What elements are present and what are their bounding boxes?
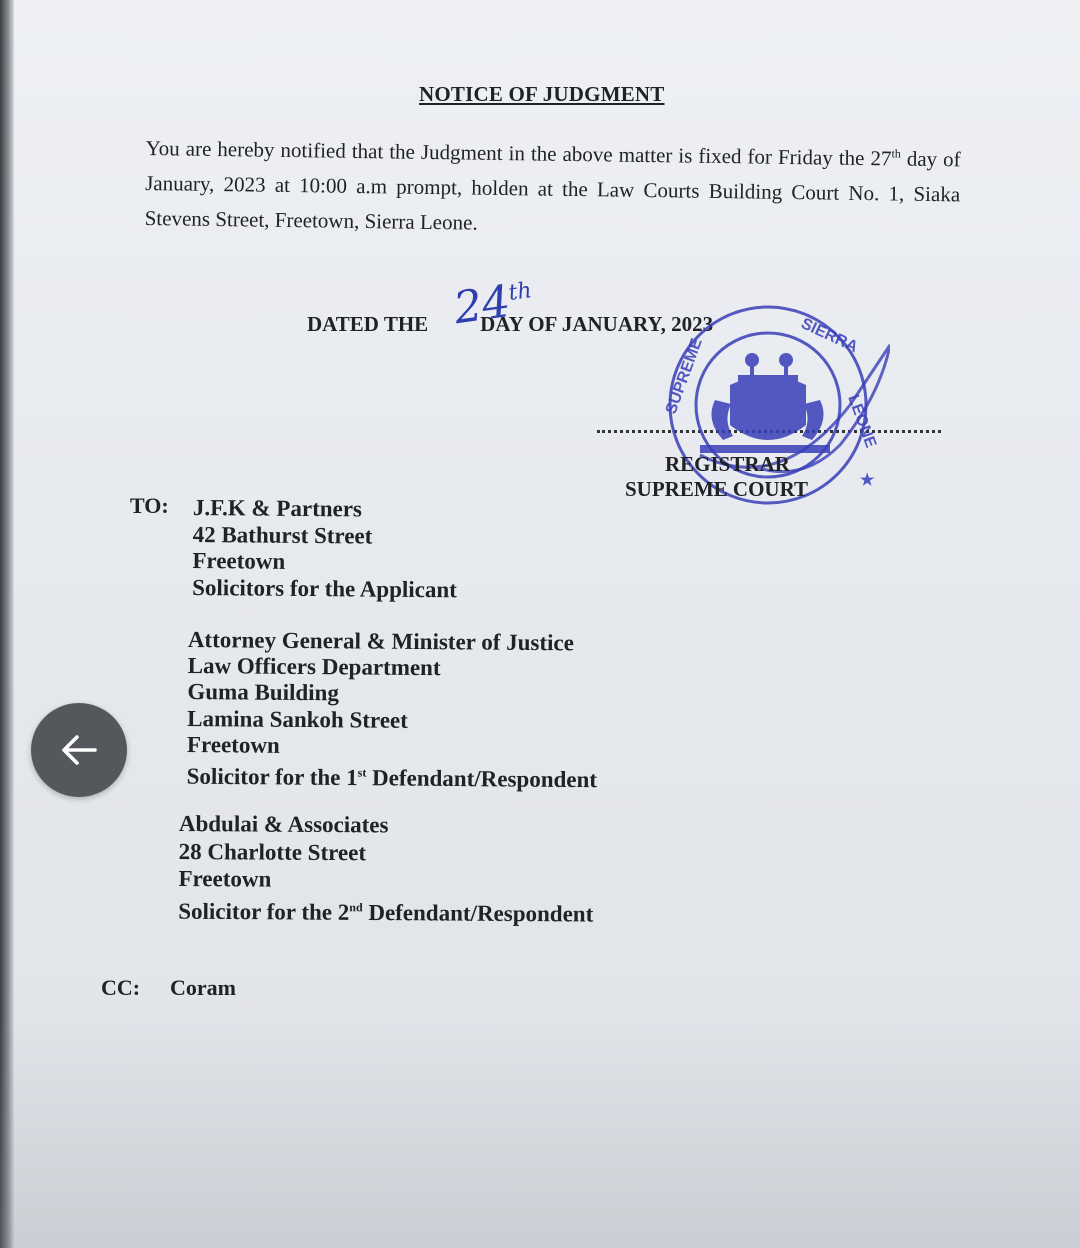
cc-value: Coram: [170, 975, 236, 1000]
recipient-line: Abdulai & Associates: [178, 811, 389, 838]
recipient-line: Attorney General & Minister of Justice: [187, 627, 575, 656]
svg-text:SUPREME: SUPREME: [662, 336, 706, 417]
cc-label: CC:: [101, 975, 141, 1000]
recipient-line: Freetown: [192, 547, 286, 574]
recipient-role: Solicitor for the 2nd Defendant/Respondent: [178, 898, 594, 927]
recipient-line: Freetown: [186, 731, 280, 758]
recipient-line: Law Officers Department: [187, 653, 441, 681]
recipient-2: [187, 627, 599, 793]
dated-line: DATED THE DAY OF JANUARY, 2023: [307, 312, 714, 336]
court-title: SUPREME COURT: [625, 477, 809, 501]
notice-paragraph: You are hereby notified that the Judgment in the above matter is fixed for Friday the 27th day of January, 2023 at 10:00 a.m prompt, holden at the Law Courts Building Court No. 1, Siaka Stevens Street, Freetown, Sierra Leone.: [144, 135, 961, 235]
recipient-1: [192, 495, 458, 603]
svg-text:★: ★: [860, 472, 875, 489]
recipient-3: [178, 810, 594, 928]
recipient-line: 42 Bathurst Street: [192, 521, 373, 549]
svg-text:SIERRA: SIERRA: [798, 315, 861, 357]
recipient-line: J.F.K & Partners: [192, 495, 363, 522]
recipient-line: 28 Charlotte Street: [178, 838, 367, 865]
recipient-line: Freetown: [178, 865, 272, 892]
document-heading: NOTICE OF JUDGMENT: [419, 82, 665, 106]
recipient-line: Solicitors for the Applicant: [192, 574, 458, 602]
registrar-title: REGISTRAR: [665, 452, 790, 476]
back-button[interactable]: [31, 703, 127, 797]
arrow-left-icon: [57, 728, 101, 772]
to-label: TO:: [130, 493, 169, 518]
recipient-line: Guma Building: [187, 679, 340, 706]
recipient-role: Solicitor for the 1st Defendant/Respondent: [186, 763, 598, 793]
svg-text:LEONE: LEONE: [844, 392, 880, 451]
recipient-line: Lamina Sankoh Street: [187, 705, 408, 733]
handwritten-day: 24th: [450, 275, 534, 335]
